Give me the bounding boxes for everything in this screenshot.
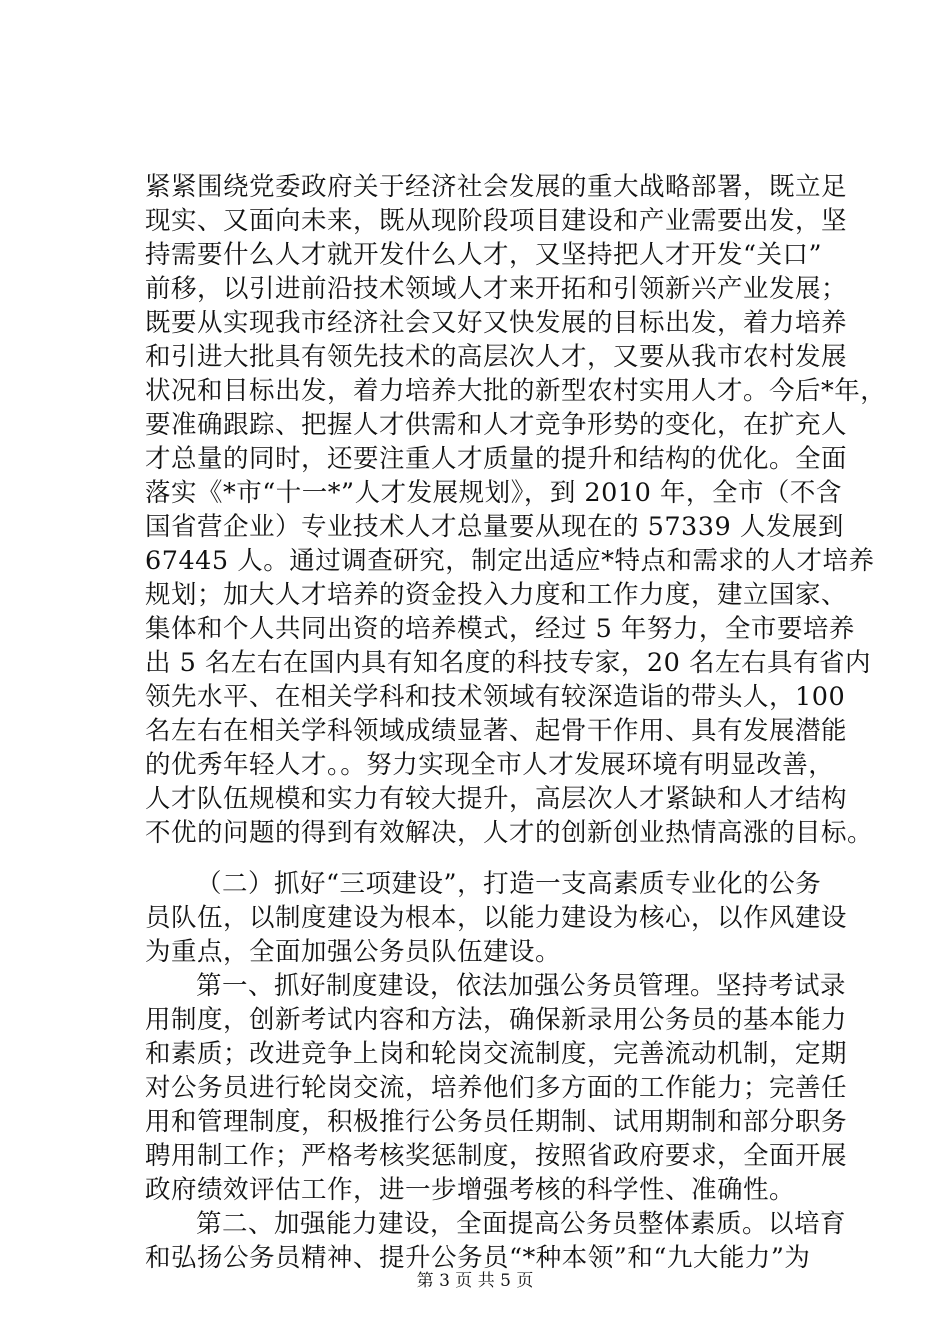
text-line: （二）抓好“三项建设”，打造一支高素质专业化的公务 [196, 869, 822, 899]
text-line: 和弘扬公务员精神、提升公务员“*种本领”和“九大能力”为 [145, 1243, 811, 1273]
text-line: 的优秀年轻人才。。努力实现全市人才发展环境有明显改善， [145, 750, 835, 780]
text-line: 状况和目标出发，着力培养大批的新型农村实用人才。今后*年， [145, 376, 887, 406]
text-line: 出 5 名左右在国内具有知名度的科技专家，20 名左右具有省内 [145, 648, 871, 678]
text-line: 落实《*市“十一*”人才发展规划》，到 2010 年，全市（不含 [145, 478, 842, 508]
text-line: 名左右在相关学科领域成绩显著、起骨干作用、具有发展潜能 [145, 716, 848, 746]
text-line: 人才队伍规模和实力有较大提升，高层次人才紧缺和人才结构 [145, 784, 848, 814]
text-line: 为重点，全面加强公务员队伍建设。 [145, 937, 562, 967]
text-line: 集体和个人共同出资的培养模式，经过 5 年努力，全市要培养 [145, 614, 855, 644]
text-line: 既要从实现我市经济社会又好又快发展的目标出发，着力培养 [145, 308, 848, 338]
text-line: 要准确跟踪、把握人才供需和人才竞争形势的变化，在扩充人 [145, 410, 848, 440]
text-line: 第一、抓好制度建设，依法加强公务员管理。坚持考试录 [196, 971, 847, 1001]
text-line: 政府绩效评估工作，进一步增强考核的科学性、准确性。 [145, 1175, 796, 1205]
text-line: 员队伍，以制度建设为根本，以能力建设为核心，以作风建设 [145, 903, 848, 933]
text-line: 紧紧围绕党委政府关于经济社会发展的重大战略部署，既立足 [145, 172, 848, 202]
page-number-footer: 第 3 页 共 5 页 [416, 1271, 534, 1291]
text-line: 领先水平、在相关学科和技术领域有较深造诣的带头人，100 [145, 682, 846, 712]
text-line: 前移，以引进前沿技术领域人才来开拓和引领新兴产业发展； [145, 274, 848, 304]
text-line: 持需要什么人才就开发什么人才，又坚持把人才开发“关口” [145, 240, 823, 270]
text-line: 不优的问题的得到有效解决，人才的创新创业热情高涨的目标。 [145, 818, 874, 848]
text-line: 第二、加强能力建设，全面提高公务员整体素质。以培育 [196, 1209, 847, 1239]
text-line: 聘用制工作；严格考核奖惩制度，按照省政府要求，全面开展 [145, 1141, 848, 1171]
text-line: 现实、又面向未来，既从现阶段项目建设和产业需要出发，坚 [145, 206, 848, 236]
text-line: 和素质；改进竞争上岗和轮岗交流制度，完善流动机制，定期 [145, 1039, 848, 1069]
text-line: 67445 人。通过调查研究，制定出适应*特点和需求的人才培养 [145, 546, 875, 576]
text-line: 和引进大批具有领先技术的高层次人才，又要从我市农村发展 [145, 342, 848, 372]
text-line: 用和管理制度，积极推行公务员任期制、试用期制和部分职务 [145, 1107, 848, 1137]
text-line: 规划；加大人才培养的资金投入力度和工作力度，建立国家、 [145, 580, 848, 610]
text-line: 用制度，创新考试内容和方法，确保新录用公务员的基本能力 [145, 1005, 848, 1035]
text-line: 才总量的同时，还要注重人才质量的提升和结构的优化。全面 [145, 444, 848, 474]
text-line: 对公务员进行轮岗交流，培养他们多方面的工作能力；完善任 [145, 1073, 848, 1103]
text-line: 国省营企业）专业技术人才总量要从现在的 57339 人发展到 [145, 512, 844, 542]
